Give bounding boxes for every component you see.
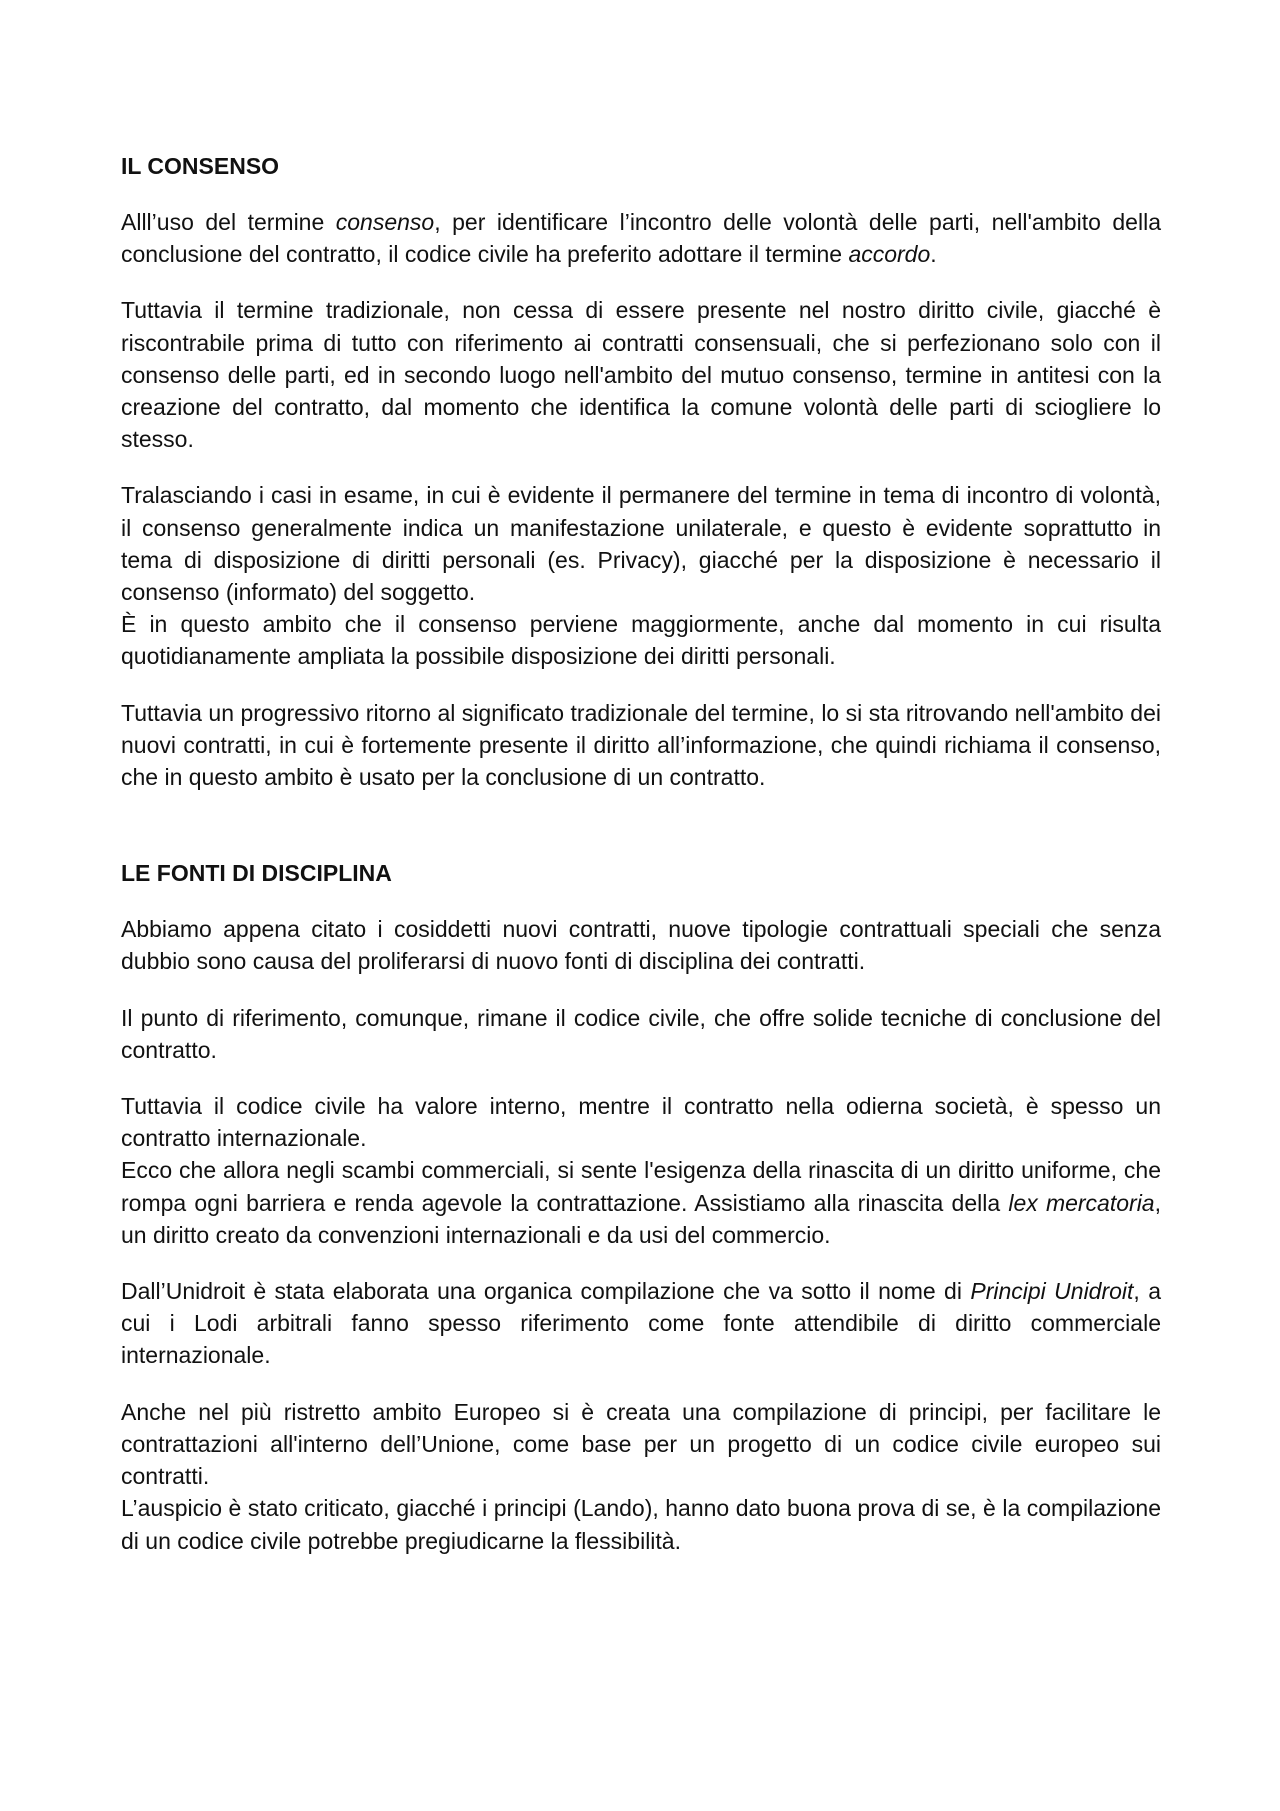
document-page (121, 150, 1161, 1581)
paragraph: Tuttavia un progressivo ritorno al significato tradizionale del termine, lo si sta ritrovando nell'ambito dei nuovi contratti, in cui è fortemente presente il diritto all’informazione, che quindi richiama il consenso, che in questo ambito è usato per la conclusione di un contratto. (121, 699, 1161, 791)
text-run: Dall’Unidroit è stata elaborata una organica compilazione che va sotto il nome di (121, 1278, 971, 1305)
paragraph: Tuttavia il termine tradizionale, non cessa di essere presente nel nostro diritto civile, giacché è riscontrabile prima di tutto con riferimento ai contratti consensuali, che si perfezionano solo con il consenso delle parti, ed in secondo luogo nell'ambito del mutuo consenso, termine in antitesi con la creazione del contratto, dal momento che identifica la comune volontà delle parti di sciogliere lo stesso. (121, 297, 1161, 453)
paragraph: Il punto di riferimento, comunque, rimane il codice civile, che offre solide tecniche di conclusione del contratto. (121, 1004, 1161, 1063)
paragraph: L’auspicio è stato criticato, giacché i principi (Lando), hanno dato buona prova di se, è la compilazione di un codice civile potrebbe pregiudicarne la flessibilità. (121, 1495, 1161, 1554)
paragraph: Abbiamo appena citato i cosiddetti nuovi contratti, nuove tipologie contrattuali speciali che senza dubbio sono causa del proliferarsi di nuovo fonti di disciplina dei contratti. (121, 916, 1161, 975)
paragraph (121, 1154, 1161, 1251)
paragraph (121, 206, 1161, 270)
section-heading-fonti: LE FONTI DI DISCIPLINA (121, 860, 392, 887)
paragraph: Tralasciando i casi in esame, in cui è evidente il permanere del termine in tema di incontro di volontà, il consenso generalmente indica un manifestazione unilaterale, e questo è evidente soprattutto in tema di disposizione di diritti personali (es. Privacy), giacché per la disposizione è necessario il consenso (informato) del soggetto. (121, 482, 1161, 606)
paragraph: È in questo ambito che il consenso perviene maggiormente, anche dal momento in cui risulta quotidianamente ampliata la possibile disposizione dei diritti personali. (121, 611, 1161, 670)
section-heading-consenso: IL CONSENSO (121, 153, 280, 179)
text-run: . (930, 241, 937, 268)
text-run: , per identificare l’incontro delle volontà delle parti, nell'ambito della conclusione del contratto, il codice civile ha preferito adottare il termine (121, 209, 1161, 268)
text-run: , un diritto creato da convenzioni internazionali e da usi del commercio. (121, 1189, 1161, 1248)
paragraph (121, 1275, 1161, 1372)
italic-term: consenso (335, 209, 435, 235)
text-run: , a cui i Lodi arbitrali fanno spesso riferimento come fonte attendibile di diritto commerciale internazionale. (121, 1278, 1161, 1369)
text-run: Ecco che allora negli scambi commerciali, si sente l'esigenza della rinascita di un diritto uniforme, che rompa ogni barriera e renda agevole la contrattazione. Assistiamo alla rinascita della (121, 1157, 1161, 1216)
text-run: Alll’uso del termine (121, 209, 336, 235)
italic-term: Principi Unidroit (970, 1278, 1134, 1305)
italic-term: lex mercatoria (1008, 1189, 1155, 1216)
paragraph: Anche nel più ristretto ambito Europeo si è creata una compilazione di principi, per facilitare le contrattazioni all'interno dell’Unione, come base per un progetto di un codice civile europeo sui contratti. (121, 1398, 1161, 1490)
paragraph: Tuttavia il codice civile ha valore interno, mentre il contratto nella odierna società, è spesso un contratto internazionale. (121, 1093, 1161, 1152)
italic-term: accordo (848, 241, 931, 268)
